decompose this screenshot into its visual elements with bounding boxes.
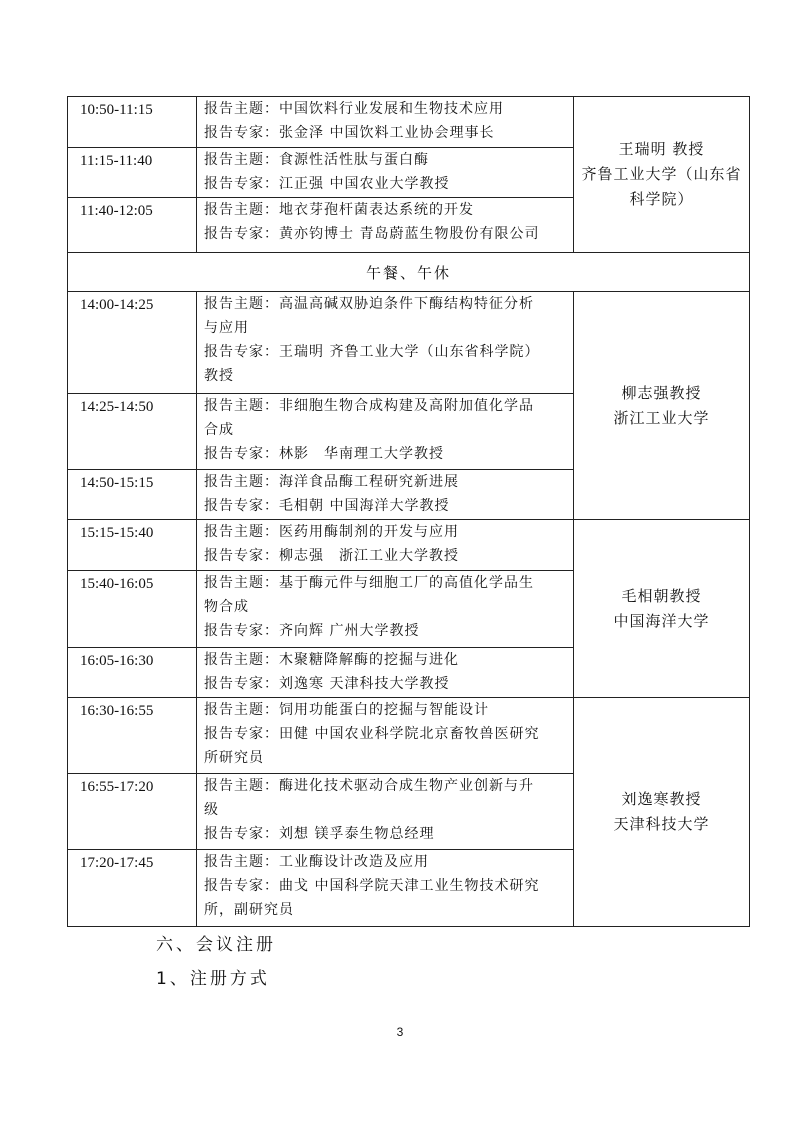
talk-line: 报告主题：医药用酶制剂的开发与应用 [204, 524, 459, 540]
talk-content [197, 292, 574, 394]
talk-line: 报告专家：林影 华南理工大学教授 [204, 446, 444, 462]
talk-line: 与应用 [204, 320, 249, 336]
talk-line: 物合成 [204, 599, 249, 615]
talk-content [197, 850, 574, 927]
chair-line: 科学院） [629, 190, 694, 208]
session-chair [574, 97, 750, 253]
chair-line: 毛相朝教授 [621, 586, 702, 605]
schedule-row [68, 97, 750, 148]
lunch-break-row [68, 253, 750, 292]
section-subheading: 1、注册方式 [156, 969, 270, 989]
section-heading: 六、会议注册 [156, 935, 276, 955]
schedule-row [68, 292, 750, 394]
talk-line: 报告专家：田健 中国农业科学院北京畜牧兽医研究 [204, 726, 540, 742]
chair-line: 天津科技大学 [613, 815, 710, 833]
talk-time: 15:40-16:05 [68, 571, 197, 648]
talk-content [197, 520, 574, 571]
talk-time: 16:55-17:20 [68, 774, 197, 850]
talk-time: 14:50-15:15 [68, 470, 197, 520]
talk-line: 级 [204, 802, 219, 818]
chair-line: 刘逸寒教授 [621, 790, 702, 808]
chair-line: 柳志强教授 [621, 383, 702, 402]
session-chair [574, 520, 750, 698]
talk-line: 报告主题：非细胞生物合成构建及高附加值化学品 [204, 398, 534, 414]
talk-line: 报告专家：张金泽 中国饮料工业协会理事长 [204, 125, 495, 141]
talk-line: 报告专家：齐向辉 广州大学教授 [204, 623, 420, 639]
talk-line: 报告主题：中国饮料行业发展和生物技术应用 [204, 101, 504, 117]
talk-content [197, 698, 574, 774]
session-chair [574, 292, 750, 520]
talk-content [197, 394, 574, 470]
talk-line: 报告主题：地衣芽孢杆菌表达系统的开发 [204, 202, 474, 218]
talk-line: 报告主题：高温高碱双胁迫条件下酶结构特征分析 [204, 296, 534, 312]
talk-time: 14:25-14:50 [68, 394, 197, 470]
talk-line: 报告专家：江正强 中国农业大学教授 [204, 176, 450, 192]
talk-line: 报告专家：刘想 镁孚泰生物总经理 [204, 826, 435, 842]
talk-line: 所研究员 [204, 750, 264, 766]
talk-line: 报告主题：木聚糖降解酶的挖掘与进化 [204, 652, 459, 668]
talk-content [197, 648, 574, 698]
talk-line: 报告专家：曲戈 中国科学院天津工业生物技术研究 [204, 878, 540, 894]
talk-content [197, 470, 574, 520]
talk-line: 合成 [204, 422, 234, 438]
talk-line: 所，副研究员 [204, 902, 294, 918]
session-chair [574, 698, 750, 927]
talk-line: 报告主题：酶进化技术驱动合成生物产业创新与升 [204, 778, 534, 794]
talk-content [197, 148, 574, 198]
schedule-row [68, 698, 750, 774]
chair-line: 浙江工业大学 [613, 408, 710, 427]
talk-content [197, 774, 574, 850]
talk-content [197, 198, 574, 253]
talk-line: 报告主题：食源性活性肽与蛋白酶 [204, 152, 429, 168]
talk-line: 报告主题：海洋食品酶工程研究新进展 [204, 474, 459, 490]
talk-line: 教授 [204, 368, 234, 384]
talk-line: 报告专家：黄亦钧博士 青岛蔚蓝生物股份有限公司 [204, 226, 540, 242]
talk-time: 11:40-12:05 [68, 198, 197, 253]
talk-line: 报告专家：刘逸寒 天津科技大学教授 [204, 676, 450, 692]
talk-content [197, 571, 574, 648]
talk-time: 16:30-16:55 [68, 698, 197, 774]
schedule-table [67, 96, 750, 927]
talk-line: 报告专家：毛相朝 中国海洋大学教授 [204, 498, 450, 514]
chair-line: 王瑞明 教授 [618, 140, 705, 158]
chair-line: 中国海洋大学 [613, 611, 710, 630]
schedule-row [68, 520, 750, 571]
talk-line: 报告主题：工业酶设计改造及应用 [204, 854, 429, 870]
talk-time: 14:00-14:25 [68, 292, 197, 394]
talk-content [197, 97, 574, 148]
talk-line: 报告主题：基于酶元件与细胞工厂的高值化学品生 [204, 575, 534, 591]
talk-time: 11:15-11:40 [68, 148, 197, 198]
chair-line: 齐鲁工业大学（山东省 [581, 165, 742, 183]
talk-line: 报告主题：饲用功能蛋白的挖掘与智能设计 [204, 702, 489, 718]
lunch-break-label: 午餐、午休 [68, 253, 750, 292]
page-number: 3 [396, 1025, 404, 1039]
talk-time: 10:50-11:15 [68, 97, 197, 148]
talk-line: 报告专家：王瑞明 齐鲁工业大学（山东省科学院） [204, 344, 540, 360]
talk-time: 17:20-17:45 [68, 850, 197, 927]
talk-time: 16:05-16:30 [68, 648, 197, 698]
talk-time: 15:15-15:40 [68, 520, 197, 571]
talk-line: 报告专家：柳志强 浙江工业大学教授 [204, 548, 459, 564]
